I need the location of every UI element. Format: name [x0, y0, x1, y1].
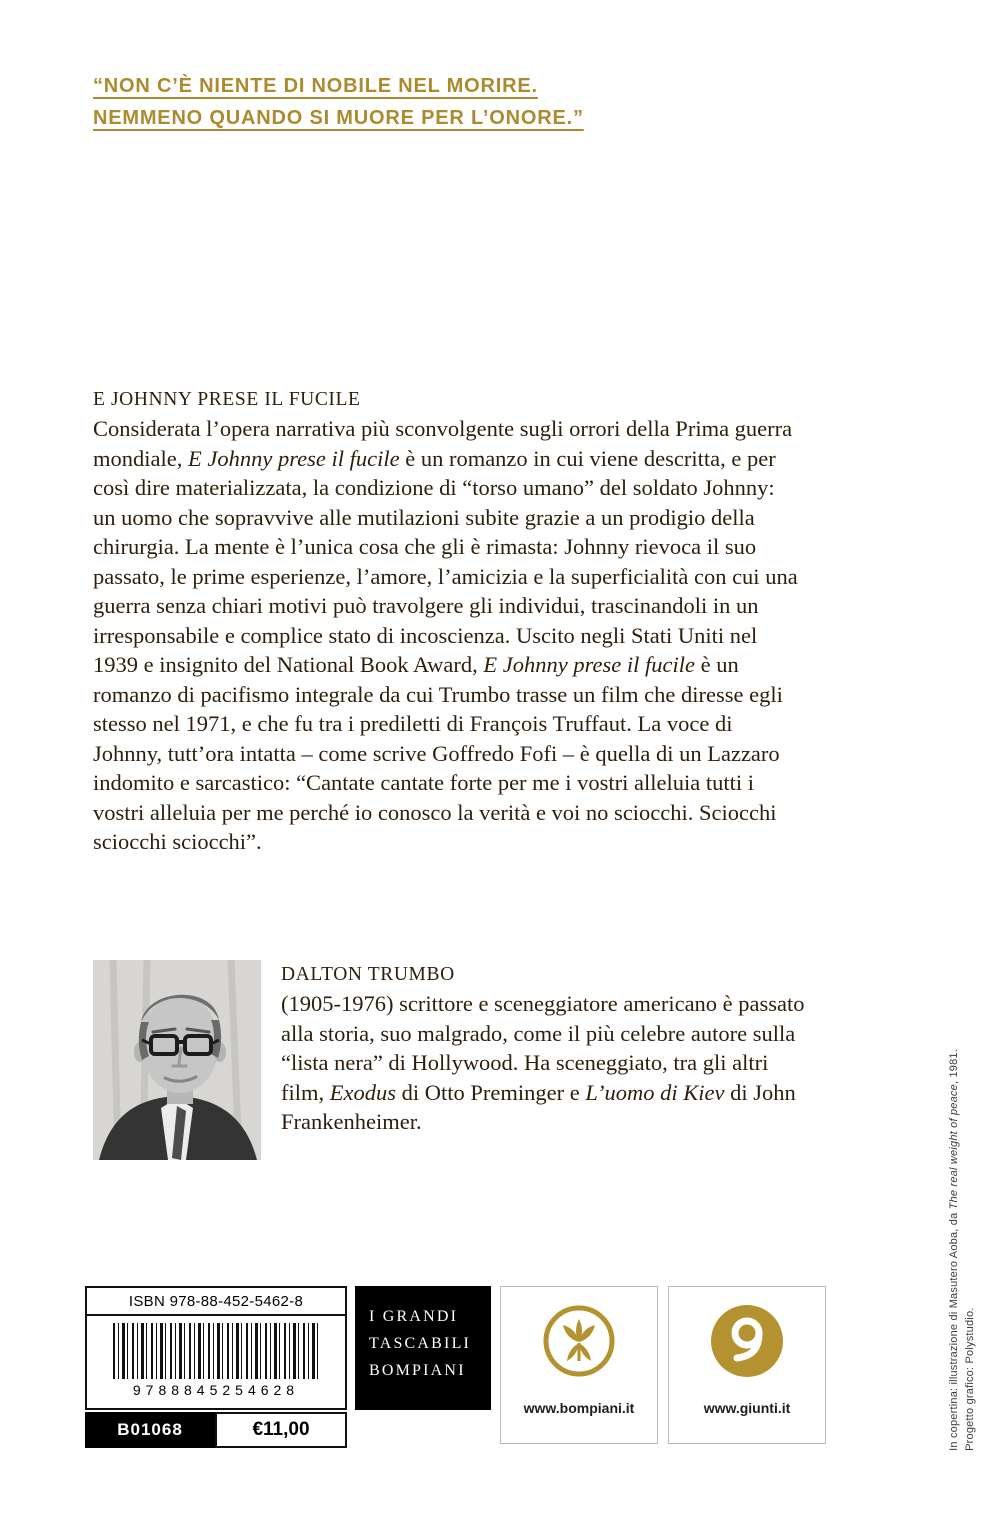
giunti-logo-box [668, 1286, 826, 1444]
author-bio: (1905-1976) scrittore e sceneggiatore americano è passato alla storia, suo malgrado, come il più celebre autore sulla “lista nera” di Hollywood. Ha sceneggiato, tra gli altri film, Exodus di Otto Preminger e L’uomo di Kiev di John Frankenheimer. [281, 991, 805, 1134]
bompiani-logo-box [500, 1286, 658, 1444]
cover-quote [93, 70, 584, 134]
bompiani-flower-logo-icon [541, 1303, 617, 1379]
isbn-barcode-box [85, 1286, 347, 1410]
credits-illustration-line: In copertina: illustrazione di Masutero Aoba, da The real weight of peace, 1981. [948, 1049, 960, 1451]
credits-design-line: Progetto grafico: Polystudio. [964, 1307, 976, 1451]
imprint-line-2: TASCABILI [369, 1335, 472, 1352]
synopsis-heading: E JOHNNY PRESE IL FUCILE [93, 389, 361, 410]
quote-line-2: NEMMENO QUANDO SI MUORE PER L’ONORE.” [93, 107, 584, 129]
author-heading: DALTON TRUMBO [281, 964, 455, 985]
author-portrait-illustration [93, 960, 261, 1160]
barcode [113, 1323, 319, 1379]
author-photo [93, 960, 261, 1160]
imprint-line-3: BOMPIANI [369, 1362, 466, 1379]
synopsis-section [93, 385, 800, 857]
quote-line-1: “NON C’È NIENTE DI NOBILE NEL MORIRE. [93, 75, 538, 97]
isbn-label: ISBN 978-88-452-5462-8 [87, 1288, 345, 1316]
barcode-digits: 9788845254628 [132, 1382, 300, 1398]
author-section [93, 960, 805, 1160]
imprint-box [355, 1286, 491, 1410]
giunti-url: www.giunti.it [703, 1400, 791, 1416]
synopsis-paragraph: Considerata l’opera narrativa più sconvolgente sugli orrori della Prima guerra mondiale, E Johnny prese il fucile è un romanzo in cui viene descritta, e per così dire materializzata, la condizione di “torso umano” del soldato Johnny: un uomo che sopravvive alle mutilazioni subite grazie a un prodigio della chirurgia. La mente è l’unica cosa che gli è rimasta: Johnny rievoca il suo passato, le prime esperienze, l’amore, l’amicizia e la superficialità con cui una guerra senza chiari motivi può travolgere gli individui, trascinandoli in un irresponsabile e complice stato di incoscienza. Uscito negli Stati Uniti nel 1939 e insignito del National Book Award, E Johnny prese il fucile è un romanzo di pacifismo integrale da cui Trumbo trasse un film che diresse egli stesso nel 1971, e che fu tra i prediletti di François Truffaut. La voce di Johnny, tutt’ora intatta – come scrive Goffredo Fofi – è quella di un Lazzaro indomito e sarcastico: “Cantate cantate forte per me i vostri alleluia tutti i vostri alleluia per me perché io conosco la verità e voi no sciocchi. Sciocchi sciocchi sciocchi”. [93, 416, 798, 854]
price-badge: €11,00 [215, 1412, 347, 1448]
author-text-column [281, 960, 805, 1160]
catalog-code-badge: B01068 [85, 1412, 215, 1448]
bompiani-url: www.bompiani.it [523, 1400, 635, 1416]
giunti-g-logo-icon [709, 1303, 785, 1379]
cover-credits [946, 1049, 978, 1451]
imprint-line-1: I GRANDI [369, 1308, 459, 1325]
